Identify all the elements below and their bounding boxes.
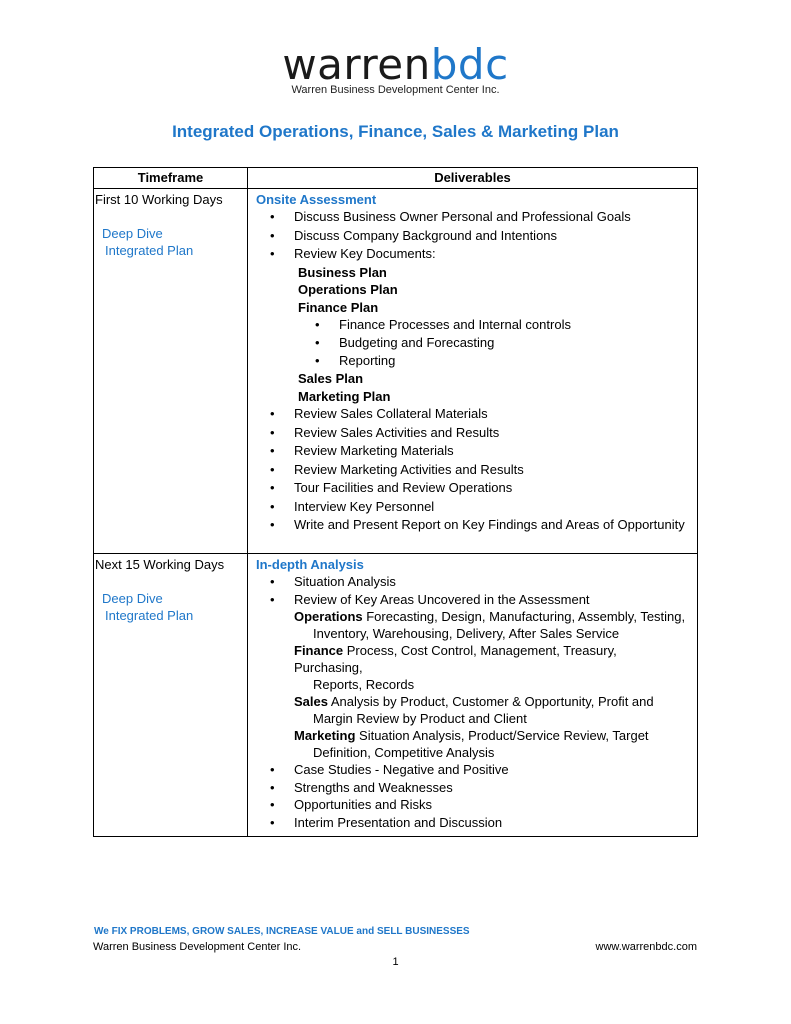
logo-wordmark (0, 40, 791, 90)
bullet-list (256, 761, 697, 831)
list-item: • Reporting (256, 352, 697, 370)
company-logo (0, 40, 791, 96)
deep-dive-label: Deep Dive (102, 591, 163, 606)
document-name: Business Plan (298, 264, 387, 280)
footer-tagline: We FIX PROBLEMS, GROW SALES, INCREASE VALUE and SELL BUSINESSES (94, 926, 470, 937)
deliverables-cell (248, 554, 698, 837)
timeframe-cell (94, 189, 248, 554)
list-item: • Situation Analysis (256, 573, 697, 591)
key-area-label: Marketing (294, 728, 356, 743)
deliverables-cell (248, 189, 698, 554)
key-area-operations (256, 608, 697, 642)
key-area-label: Operations (294, 609, 363, 624)
document-name: Finance Plan (298, 299, 379, 315)
plan-table (93, 167, 698, 837)
footer-url: www.warrenbdc.com (595, 941, 697, 953)
list-item: • Finance Processes and Internal controls (256, 316, 697, 334)
logo-subtitle: Warren Business Development Center Inc. (291, 84, 500, 96)
list-item: • Review Sales Collateral Materials (256, 405, 697, 424)
table-header-row (94, 168, 698, 189)
key-area-text: Inventory, Warehousing, Delivery, After Sales Service (313, 626, 620, 641)
key-area-finance (256, 642, 697, 693)
key-area-text: Situation Analysis, Product/Service Review, Target (355, 728, 649, 743)
page-number: 1 (392, 956, 399, 968)
document-name: Sales Plan (298, 371, 364, 386)
key-area-text: Process, Cost Control, Management, Treasury, Purchasing, (294, 643, 617, 675)
bullet-list (256, 405, 697, 535)
document-name: Operations Plan (298, 282, 398, 297)
logo-text-warren: warren (282, 40, 431, 89)
table-row (94, 554, 698, 837)
timeframe-label: First 10 Working Days (95, 192, 223, 207)
key-area-text: Margin Review by Product and Client (313, 711, 527, 726)
list-item: • Interview Key Personnel (256, 498, 697, 517)
key-area-text: Reports, Records (313, 677, 415, 692)
header-timeframe: Timeframe (94, 168, 248, 189)
key-area-label: Sales (294, 694, 328, 709)
list-item: • Discuss Business Owner Personal and Professional Goals (256, 208, 697, 227)
list-item: • Review Marketing Activities and Results (256, 461, 697, 480)
list-item: • Case Studies - Negative and Positive (256, 761, 697, 779)
integrated-plan-label: Integrated Plan (105, 243, 194, 258)
header-deliverables: Deliverables (248, 168, 698, 189)
document-name: Marketing Plan (298, 388, 391, 404)
key-area-text: Definition, Competitive Analysis (313, 745, 495, 760)
document-title: Integrated Operations, Finance, Sales & Marketing Plan (172, 122, 619, 141)
list-item: • Review of Key Areas Uncovered in the Assessment (256, 591, 697, 609)
key-area-sales (256, 693, 697, 727)
timeframe-cell (94, 554, 248, 837)
list-item: • Opportunities and Risks (256, 796, 697, 814)
key-area-label: Finance (294, 643, 344, 658)
key-area-text: Analysis by Product, Customer & Opportunity, Profit and (327, 694, 654, 709)
list-item: • Strengths and Weaknesses (256, 779, 697, 797)
integrated-plan-label: Integrated Plan (105, 608, 194, 623)
logo-text-bdc: bdc (430, 40, 509, 89)
list-item: • Tour Facilities and Review Operations (256, 479, 697, 498)
list-item: • Review Key Documents: (256, 245, 697, 264)
section-title: Onsite Assessment (256, 192, 377, 207)
list-item: • Interim Presentation and Discussion (256, 814, 697, 832)
key-area-text: Forecasting, Design, Manufacturing, Assembly, Testing, (362, 609, 686, 624)
list-item: • Write and Present Report on Key Findings and Areas of Opportunity (256, 516, 697, 535)
section-title: In-depth Analysis (256, 557, 364, 572)
list-item: • Budgeting and Forecasting (256, 334, 697, 352)
finance-sub-list (256, 316, 697, 370)
bullet-list (256, 573, 697, 608)
list-item: • Review Marketing Materials (256, 442, 697, 461)
deep-dive-label: Deep Dive (102, 226, 163, 241)
list-item: • Review Sales Activities and Results (256, 424, 697, 443)
list-item: • Discuss Company Background and Intentions (256, 227, 697, 246)
footer-company: Warren Business Development Center Inc. (93, 941, 302, 953)
key-area-marketing (256, 727, 697, 761)
timeframe-label: Next 15 Working Days (95, 557, 225, 572)
bullet-list (256, 208, 697, 264)
table-row (94, 189, 698, 554)
